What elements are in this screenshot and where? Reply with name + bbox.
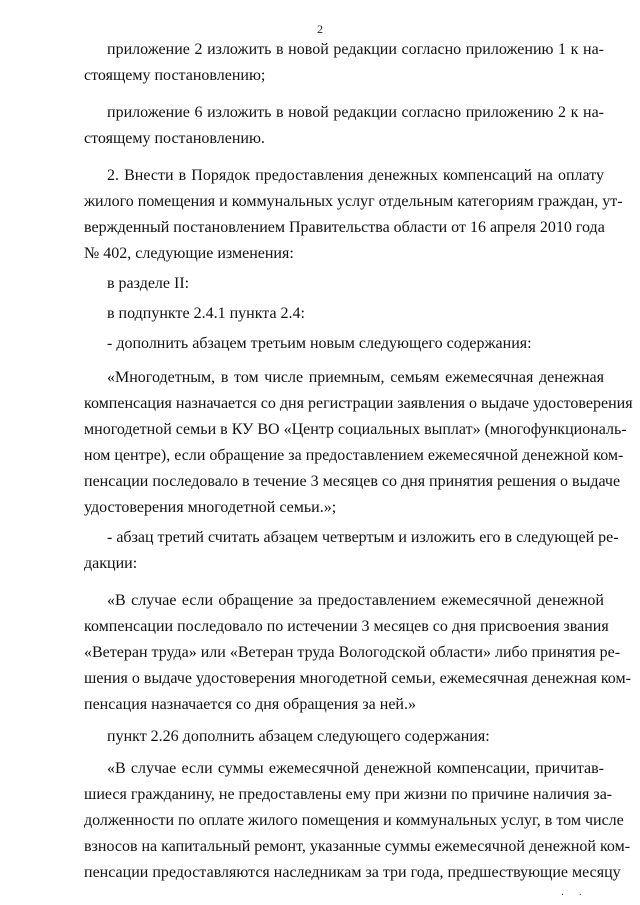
corner-mark: · · <box>560 890 588 901</box>
text-line: стоящему постановлению. <box>84 130 265 147</box>
text-line: «Многодетным, в том числе приемным, семьям ежемесячная денежная <box>107 369 604 386</box>
text-line: стоящему постановлению; <box>84 67 266 84</box>
paragraph <box>84 331 604 357</box>
paragraph <box>84 756 631 886</box>
paragraph <box>84 163 623 267</box>
text-line: шения о выдаче удостоверения многодетной семьи, ежемесячная денежная ком- <box>84 670 631 687</box>
text-line: шиеся гражданину, не предоставлены ему при жизни по причине наличия за- <box>84 786 613 803</box>
text-line: пенсация назначается со дня обращения за ней.» <box>84 696 416 713</box>
paragraph <box>84 724 604 750</box>
text-line: «Ветеран труда» или «Ветеран труда Вологодской области» либо принятия ре- <box>84 644 621 661</box>
text-line: взносов на капитальный ремонт, указанные суммы ежемесячной денежной ком- <box>84 838 631 855</box>
paragraph <box>84 100 604 152</box>
paragraph <box>84 365 633 521</box>
text-line: ном центре), если обращение за предоставлением ежемесячной денежной ком- <box>84 447 624 464</box>
text-line: жилого помещения и коммунальных услуг отдельным категориям граждан, ут- <box>84 193 623 210</box>
paragraph <box>84 271 604 297</box>
text-line: пункт 2.26 дополнить абзацем следующего содержания: <box>107 728 490 745</box>
paragraph <box>84 301 604 327</box>
text-line: пенсации предоставляются наследникам за три года, предшествующие месяцу <box>84 864 621 881</box>
text-line: приложение 6 изложить в новой редакции согласно приложению 2 к на- <box>107 104 604 121</box>
text-line: в разделе II: <box>107 275 190 292</box>
text-line: пенсации последовало в течение 3 месяцев со дня принятия решения о выдаче <box>84 473 621 490</box>
text-line: № 402, следующие изменения: <box>84 245 294 262</box>
text-line: компенсация назначается со дня регистрации заявления о выдаче удостоверения <box>84 395 633 412</box>
text-line: «В случае если суммы ежемесячной денежной компенсации, причитав- <box>107 760 604 777</box>
text-line: - абзац третий считать абзацем четвертым и изложить его в следующей ре- <box>107 529 619 546</box>
text-line: «В случае если обращение за предоставлением ежемесячной денежной <box>107 592 604 609</box>
text-line: приложение 2 изложить в новой редакции согласно приложению 1 к на- <box>107 41 604 58</box>
text-line: 2. Внести в Порядок предоставления денежных компенсаций на оплату <box>107 167 604 184</box>
text-line: дакции: <box>84 555 138 572</box>
text-line: - дополнить абзацем третьим новым следующего содержания: <box>107 335 532 352</box>
text-line: многодетной семьи в КУ ВО «Центр социальных выплат» (многофункциональ- <box>84 421 627 438</box>
text-line: удостоверения многодетной семьи.»; <box>84 499 337 516</box>
paragraph <box>84 525 619 577</box>
paragraph <box>84 588 631 718</box>
page-number: 2 <box>317 22 323 36</box>
document-body <box>84 37 633 886</box>
text-line: в подпункте 2.4.1 пункта 2.4: <box>107 305 305 322</box>
text-line: компенсации последовало по истечении 3 месяцев со дня присвоения звания <box>84 618 609 635</box>
text-line: долженности по оплате жилого помещения и коммунальных услуг, в том числе <box>84 812 624 829</box>
text-line: вержденный постановлением Правительства области от 16 апреля 2010 года <box>84 219 605 236</box>
paragraph <box>84 37 604 89</box>
